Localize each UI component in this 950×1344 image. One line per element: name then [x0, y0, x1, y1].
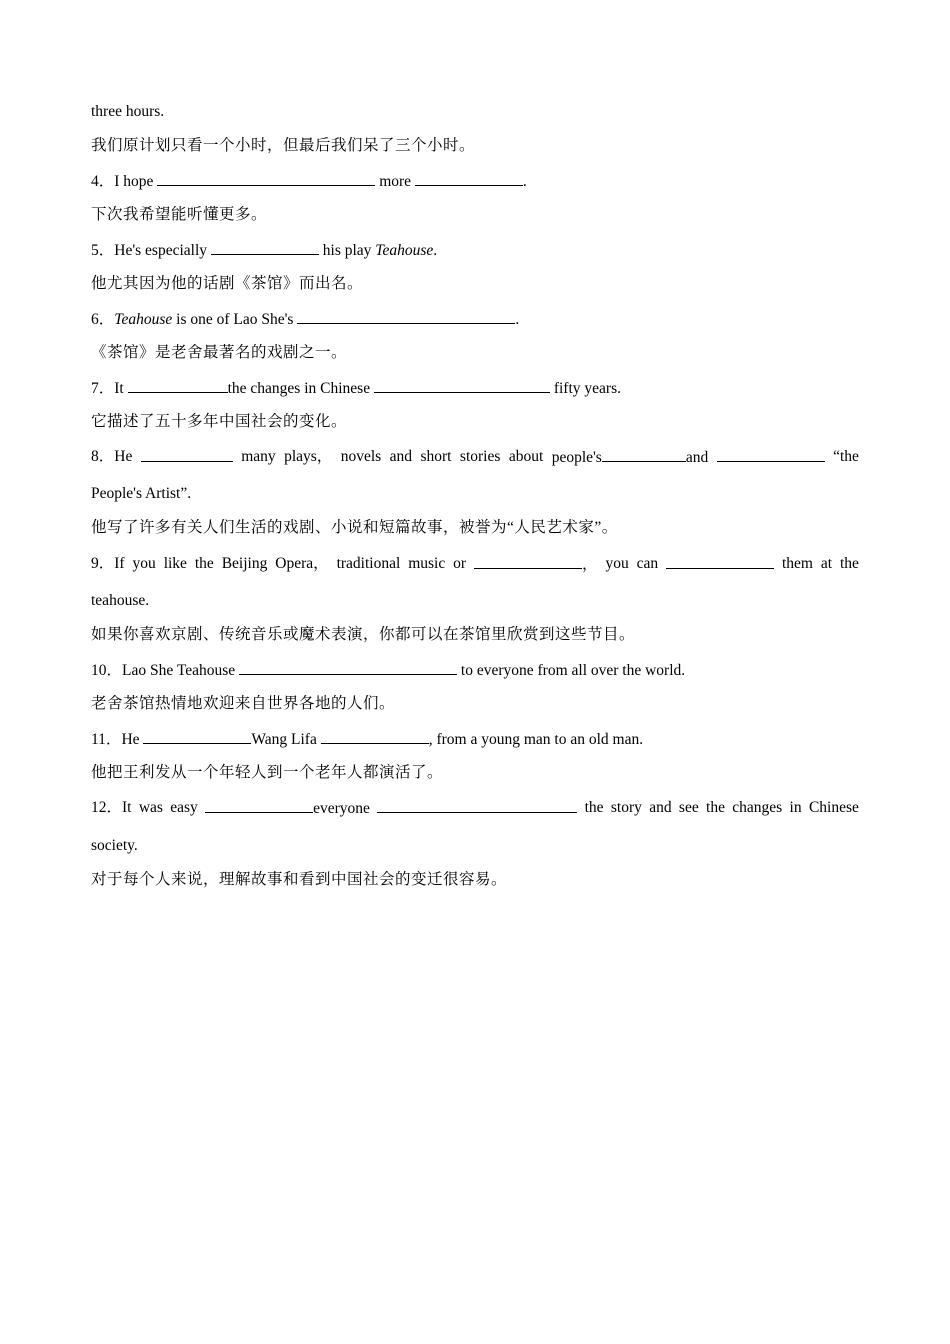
- q5-chinese-text: 他尤其因为他的话剧《茶馆》而出名。: [91, 275, 364, 292]
- q11-chinese: [91, 763, 859, 783]
- q3-chinese-text: 我们原计划只看一个小时，但最后我们呆了三个小时。: [91, 137, 476, 154]
- q8-chinese: [91, 518, 859, 538]
- q9-blank-2[interactable]: [666, 554, 774, 569]
- q12-blank-2[interactable]: [377, 798, 577, 813]
- q4-blank-1[interactable]: [157, 171, 375, 186]
- q8-english-line1: [91, 447, 859, 468]
- q5-text-b: his play: [322, 242, 372, 259]
- q8-word-he: He: [114, 448, 133, 465]
- q12-line2-text: society.: [91, 837, 138, 854]
- q4-chinese-text: 下次我希望能听懂更多。: [91, 206, 268, 223]
- q9-word: the: [840, 555, 859, 572]
- q12-word: was: [138, 799, 163, 816]
- q8-blank-3[interactable]: [717, 447, 825, 462]
- q6-english: [91, 309, 859, 330]
- q8-word: “the: [833, 448, 859, 465]
- q8-blank-1[interactable]: [141, 447, 233, 462]
- question-number: 10．: [91, 662, 123, 679]
- q7-english: [91, 378, 859, 399]
- q12-word: [91, 798, 131, 819]
- q9-word: traditional: [336, 555, 401, 572]
- q9-word: music: [408, 555, 446, 572]
- q12-word: see: [678, 799, 699, 816]
- q9-word: or: [453, 555, 467, 572]
- q7-chinese: [91, 412, 859, 432]
- q4-text-b: more: [379, 173, 412, 190]
- q7-blank-1[interactable]: [128, 378, 228, 393]
- q3-chinese: [91, 136, 859, 156]
- q10-text-b: to everyone from all over the world.: [460, 662, 686, 679]
- question-number: 11．: [91, 731, 122, 748]
- q10-english: [91, 660, 859, 681]
- q9-word: the: [194, 555, 214, 572]
- q11-text-b: Wang Lifa: [251, 731, 317, 748]
- q9-line2-text: teahouse.: [91, 592, 150, 609]
- q3-english-tail: three hours.: [91, 103, 165, 120]
- q5-title-italic: Teahouse: [375, 242, 434, 259]
- q7-text-c: fifty years.: [553, 380, 621, 397]
- q8-english-line2: [91, 484, 859, 504]
- q9-word: can: [636, 555, 659, 572]
- q9-word: at: [820, 555, 833, 572]
- q12-english-line2: [91, 836, 859, 856]
- q11-text-a: He: [121, 731, 140, 748]
- q4-text-c: .: [522, 173, 527, 190]
- q12-word-everyone: everyone: [313, 800, 370, 817]
- q9-comma: ，: [582, 556, 598, 573]
- question-number: 4．: [91, 173, 115, 190]
- q9-word: you: [132, 555, 156, 572]
- q11-blank-2[interactable]: [321, 729, 429, 744]
- q5-english: [91, 240, 859, 261]
- q12-word: story: [610, 799, 642, 816]
- q8-word-peoples: people's: [551, 449, 602, 466]
- q8-word: [91, 447, 132, 468]
- q6-blank-1[interactable]: [297, 309, 515, 324]
- question-number: 5．: [91, 242, 115, 259]
- q6-text-b: is one of Lao She's: [176, 311, 294, 328]
- q8-word: [552, 447, 709, 468]
- q12-word: the: [706, 799, 725, 816]
- q10-text-a: Lao She Teahouse: [122, 662, 236, 679]
- q5-blank-1[interactable]: [211, 240, 319, 255]
- q12-word: easy: [170, 799, 198, 816]
- q8-word: plays，: [284, 448, 333, 465]
- q9-word: like: [163, 555, 187, 572]
- q8-word: short: [420, 448, 452, 465]
- question-number: 7．: [91, 380, 115, 397]
- q12-word: in: [789, 799, 802, 816]
- q9-english-line1: [91, 554, 859, 575]
- q7-blank-2[interactable]: [374, 378, 550, 393]
- q9-word: you: [605, 555, 629, 572]
- q8-blank-2[interactable]: [602, 447, 686, 462]
- q8-word: novels: [340, 448, 382, 465]
- q6-chinese-text: 《茶馆》是老舍最著名的戏剧之一。: [91, 344, 348, 361]
- q4-blank-2[interactable]: [415, 171, 523, 186]
- q10-chinese-text: 老舍茶馆热情地欢迎来自世界各地的人们。: [91, 695, 396, 712]
- q12-word: Chinese: [808, 799, 859, 816]
- q9-blank-1[interactable]: [474, 554, 582, 569]
- q6-text-c: .: [515, 311, 520, 328]
- q8-word: many: [241, 448, 276, 465]
- q9-chinese: [91, 625, 859, 645]
- q4-chinese: [91, 205, 859, 225]
- q12-word: the: [584, 799, 604, 816]
- q12-word: [205, 798, 370, 819]
- q6-title-italic: Teahouse: [114, 311, 173, 328]
- q8-chinese-text: 他写了许多有关人们生活的戏剧、小说和短篇故事，被誉为“人民艺术家”。: [91, 519, 618, 536]
- q9-word-if: If: [114, 555, 125, 572]
- q11-chinese-text: 他把王利发从一个年轻人到一个老年人都演活了。: [91, 764, 444, 781]
- q9-english-line2: [91, 591, 859, 611]
- q5-chinese: [91, 274, 859, 294]
- q9-chinese-text: 如果你喜欢京剧、传统音乐或魔术表演，你都可以在茶馆里欣赏到这些节目。: [91, 626, 636, 643]
- q7-text-b: the changes in Chinese: [227, 380, 371, 397]
- question-number: 12．: [91, 799, 123, 816]
- q9-word: them: [781, 555, 813, 572]
- q4-text-a: I hope: [114, 173, 154, 190]
- q9-word: Beijing: [221, 555, 268, 572]
- q8-word: stories: [459, 448, 501, 465]
- question-number: 6．: [91, 311, 115, 328]
- q3-line-continuation: [91, 102, 859, 122]
- q5-text-d: .: [433, 242, 438, 259]
- q9-word: [91, 554, 125, 575]
- q9-word: [474, 554, 598, 575]
- q8-word: about: [508, 448, 544, 465]
- q12-word-it: It: [122, 799, 132, 816]
- q12-chinese: [91, 870, 859, 890]
- q12-english-line1: [91, 798, 859, 819]
- question-number: 9．: [91, 555, 115, 572]
- q7-text-a: It: [114, 380, 124, 397]
- q7-chinese-text: 它描述了五十多年中国社会的变化。: [91, 413, 348, 430]
- q11-blank-1[interactable]: [143, 729, 251, 744]
- q10-chinese: [91, 694, 859, 714]
- q5-text-a: He's especially: [114, 242, 208, 259]
- q4-english: [91, 171, 859, 192]
- q8-word-and: and: [685, 449, 709, 466]
- q12-blank-1[interactable]: [205, 798, 313, 813]
- q10-blank-1[interactable]: [239, 660, 457, 675]
- q11-english: [91, 729, 859, 750]
- q8-line2-text: People's Artist”.: [91, 485, 192, 502]
- q6-chinese: [91, 343, 859, 363]
- q12-chinese-text: 对于每个人来说，理解故事和看到中国社会的变迁很容易。: [91, 871, 508, 888]
- q9-word: Opera，: [275, 555, 329, 572]
- q12-word: and: [649, 799, 672, 816]
- q11-text-c: , from a young man to an old man.: [428, 731, 644, 748]
- q8-word: and: [389, 448, 413, 465]
- question-number: 8．: [91, 448, 115, 465]
- q12-word: changes: [732, 799, 783, 816]
